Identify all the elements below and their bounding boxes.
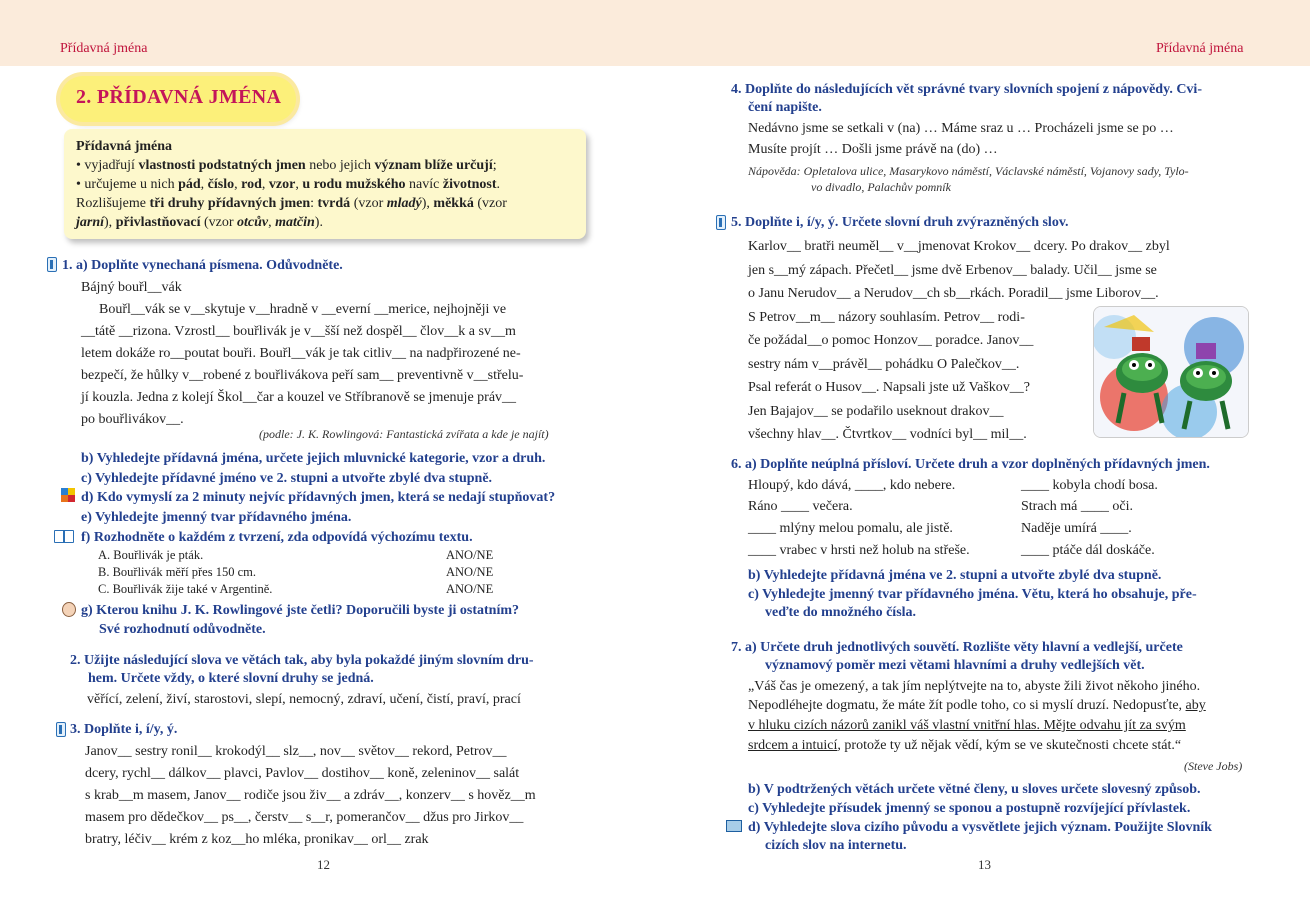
- exercise-1-text-title: Bájný bouřl__vák: [81, 280, 182, 295]
- exercise-1g-line-2: Své rozhodnutí odůvodněte.: [99, 622, 266, 637]
- quote-source: (Steve Jobs): [1184, 759, 1243, 773]
- exercise-7d-line-2: cizích slov na internetu.: [765, 838, 907, 853]
- statement-c-answer: ANO/NE: [446, 582, 494, 596]
- exercise-4-text-line-2: Musíte projít … Došli jsme právě na (do) …: [748, 142, 998, 157]
- exercise-3: 3. Doplňte i, í/y, ý.: [70, 722, 178, 737]
- exercise-7d-line-1: d) Vyhledejte slova cizího původu a vysvětlete jejich význam. Použijte Slovník: [748, 820, 1212, 835]
- statement-a-answer: ANO/NE: [446, 548, 494, 562]
- quote-line-3: v hluku cizích názorů zanikl váš vlastní vnitřní hlas. Mějte odvahu jít za svým: [748, 718, 1186, 733]
- running-header-right: Přídavná jména: [1156, 41, 1244, 56]
- text-line: __tátě __rizona. Vzrostl__ bouřlivák je v__šší než dospěl__ člov__k a sv__m: [81, 324, 516, 339]
- page-number-right: 13: [978, 857, 991, 872]
- exercise-1c: c) Vyhledejte přídavné jméno ve 2. stupni a utvořte zbylé dva stupně.: [81, 471, 493, 486]
- exercise-4-line-1: 4. Doplňte do následujících vět správné tvary slovních spojení z nápovědy. Cvi-: [731, 82, 1202, 97]
- header-band: [0, 0, 1310, 66]
- proverb-right-2: Strach má ____ oči.: [1021, 499, 1133, 514]
- page-number-left: 12: [317, 857, 330, 872]
- exercise-1b: b) Vyhledejte přídavná jména, určete jejich mluvnické kategorie, vzor a druh.: [81, 451, 546, 466]
- statement-a: A. Bouřlivák je pták.: [98, 548, 204, 562]
- chapter-title: 2. PŘÍDAVNÁ JMÉNA: [76, 86, 282, 108]
- proverb-right-1: ____ kobyla chodí bosa.: [1021, 478, 1158, 493]
- text-line: Jen Bajajov__ se podařilo useknout drakov__: [748, 403, 1004, 419]
- text-line: Psal referát o Husov__. Napsali jste už Vaškov__?: [748, 380, 1031, 395]
- text-line: Bouřl__vák se v__skytuje v__hradně v __everní __merice, nejhojněji ve: [99, 302, 507, 317]
- exercise-1a: 1. a) Doplňte vynechaná písmena. Odůvodněte.: [62, 258, 343, 273]
- writing-icon: [716, 215, 726, 230]
- writing-icon: [56, 722, 66, 737]
- definition-heading: Přídavná jména: [76, 139, 173, 154]
- proverb-left-3: ____ mlýny melou pomalu, ale jistě.: [748, 521, 953, 536]
- exercise-7b: b) V podtržených větách určete větné členy, u sloves určete slovesný způsob.: [748, 782, 1201, 797]
- exercise-7a-line-1: 7. a) Určete druh jednotlivých souvětí. Rozlište věty hlavní a vedlejší, určete: [731, 640, 1183, 655]
- exercise-7a-line-2: významový poměr mezi větami hlavními a druhy vedlejších vět.: [765, 658, 1145, 673]
- exercise-1d: d) Kdo vymyslí za 2 minuty nejvíc přídavných jmen, která se nedají stupňovat?: [81, 490, 556, 505]
- running-header-left: Přídavná jména: [60, 41, 148, 56]
- text-line: jen s__mý zápach. Přečetl__ jsme dvě Erbenov__ balady. Učil__ jsme se: [748, 262, 1157, 278]
- exercise-2-words: věřící, zelení, živí, starostovi, slepí, nemocný, zdraví, učení, čistí, praví, prací: [87, 692, 521, 707]
- exercise-1e: e) Vyhledejte jmenný tvar přídavného jména.: [81, 510, 352, 525]
- text-line: S Petrov__m__ názory souhlasím. Petrov__ rodi-: [748, 309, 1025, 325]
- exercise-6a: 6. a) Doplňte neúplná přísloví. Určete druh a vzor doplněných přídavných jmen.: [731, 457, 1210, 472]
- exercise-2-line-1: 2. Užijte následující slova ve větách tak, aby byla pokaždé jiným slovním dru-: [70, 653, 534, 668]
- text-line: po bouřlivákov__.: [81, 412, 184, 427]
- proverb-left-2: Ráno ____ večera.: [748, 499, 853, 514]
- definition-line-3: Rozlišujeme tři druhy přídavných jmen: tvrdá (vzor mladý), měkká (vzor: [76, 196, 507, 211]
- proverb-right-3: Naděje umírá ____.: [1021, 521, 1132, 536]
- text-line: bezpečí, že hůlky v__robené z bouřlivákova peří sam__ preventivně v__střelu-: [81, 368, 524, 383]
- text-line: s krab__m masem, Janov__ rodiče jsou živ__ a zdráv__, konzerv__ s hověz__m: [85, 788, 536, 803]
- exercise-1-text: [81, 299, 587, 431]
- reading-book-icon: [54, 530, 74, 543]
- exercise-4-text-line-1: Nedávno jsme se setkali v (na) … Máme sraz u … Procházeli jsme se po …: [748, 121, 1174, 136]
- thinking-head-icon: [62, 602, 76, 617]
- quote-line-2: Nepodléhejte dogmatu, že máte žít podle toho, co si myslí druzí. Nedopusťte, aby: [748, 698, 1206, 713]
- game-blocks-icon: [61, 488, 77, 504]
- proverb-right-4: ____ ptáče dál doskáče.: [1021, 543, 1155, 558]
- text-line: všechny hlav__. Čtvrtkov__ vodníci byl__ mil__.: [748, 427, 1027, 442]
- exercise-5: 5. Doplňte i, í/y, ý. Určete slovní druh zvýrazněných slov.: [731, 215, 1069, 230]
- exercise-4-line-2: čení napište.: [748, 100, 822, 115]
- text-line: masem pro dědečkov__ ps__, čerstv__ s__r, pomerančov__ džus pro Jirkov__: [85, 810, 524, 825]
- exercise-6c-line-2: veďte do množného čísla.: [765, 605, 917, 620]
- statement-c: C. Bouřlivák žije také v Argentině.: [98, 582, 273, 596]
- quote-line-4: srdcem a intuicí, protože ty už nějak vědí, kým se ve skutečnosti chcete stát.“: [748, 738, 1182, 753]
- text-line: letem dokáže ro__poutat bouři. Bouřl__vák je tak citliv__ na nadpřirozené ne-: [81, 346, 521, 361]
- text-line: Janov__ sestry ronil__ krokodýl__ slz__, nov__ světov__ rekord, Petrov__: [85, 744, 507, 759]
- text-line: o Janu Nerudov__ a Nerudov__ch sb__rkách. Poradil__ jsme Liborov__.: [748, 286, 1159, 301]
- exercise-2-line-2: hem. Určete vždy, o které slovní druhy se jedná.: [88, 671, 374, 686]
- exercise-7c: c) Vyhledejte přísudek jmenný se sponou a postupně rozvíjející přívlastek.: [748, 801, 1191, 816]
- exercise-4-hint-line-1: Nápověda: Opletalova ulice, Masarykovo náměstí, Václavské náměstí, Vojanovy sady, Tylo-: [748, 164, 1189, 178]
- exercise-3-text: [85, 741, 536, 851]
- exercise-1-source: (podle: J. K. Rowlingová: Fantastická zvířata a kde je najít): [259, 427, 549, 441]
- exercise-6b: b) Vyhledejte přídavná jména ve 2. stupni a utvořte zbylé dva stupně.: [748, 568, 1162, 583]
- text-line: jí kouzla. Jedna z kolejí Škol__čar a kouzel ve Stříbranově se jmenuje práv__: [81, 390, 517, 405]
- computer-icon: [726, 820, 742, 832]
- statement-b: B. Bouřlivák měří přes 150 cm.: [98, 565, 256, 579]
- definition-line-4: jarní), přivlastňovací (vzor otcův, matčin).: [76, 215, 323, 230]
- text-line: bratry, léčiv__ krém z koz__ho mléka, pronikav__ orl__ zrak: [85, 832, 429, 847]
- exercise-4-hint-line-2: vo divadlo, Palachův pomník: [811, 180, 951, 194]
- statement-b-answer: ANO/NE: [446, 565, 494, 579]
- text-line: Karlov__ bratři neuměl__ v__jmenovat Krokov__ dcery. Po drakov__ zbyl: [748, 239, 1170, 254]
- text-line: če požádal__o pomoc Honzov__ poradce. Janov__: [748, 333, 1034, 348]
- definition-line-2: • určujeme u nich pád, číslo, rod, vzor, u rodu mužského navíc životnost.: [76, 177, 501, 192]
- exercise-6c-line-1: c) Vyhledejte jmenný tvar přídavného jména. Větu, která ho obsahuje, pře-: [748, 587, 1197, 602]
- proverb-left-4: ____ vrabec v hrsti než holub na střeše.: [748, 543, 970, 558]
- quote-line-1: „Váš čas je omezený, a tak jím neplýtvejte na to, abyste žili život někoho jiného.: [748, 679, 1201, 694]
- text-line: dcery, rychl__ dálkov__ plavci, Pavlov__ dostihov__ koně, zeleninov__ salát: [85, 766, 520, 781]
- definition-line-1: • vyjadřují vlastnosti podstatných jmen nebo jejich význam blíže určují;: [76, 158, 497, 173]
- writing-icon: [47, 257, 57, 272]
- exercise-1f: f) Rozhodněte o každém z tvrzení, zda odpovídá výchozímu textu.: [81, 530, 473, 545]
- proverb-left-1: Hloupý, kdo dává, ____, kdo nebere.: [748, 478, 956, 493]
- exercise-1g-line-1: g) Kterou knihu J. K. Rowlingové jste četli? Doporučili byste ji ostatním?: [81, 603, 520, 618]
- water-goblins-illustration: [1093, 306, 1249, 438]
- text-line: sestry nám v__právěl__ pohádku O Palečkov__.: [748, 356, 1020, 372]
